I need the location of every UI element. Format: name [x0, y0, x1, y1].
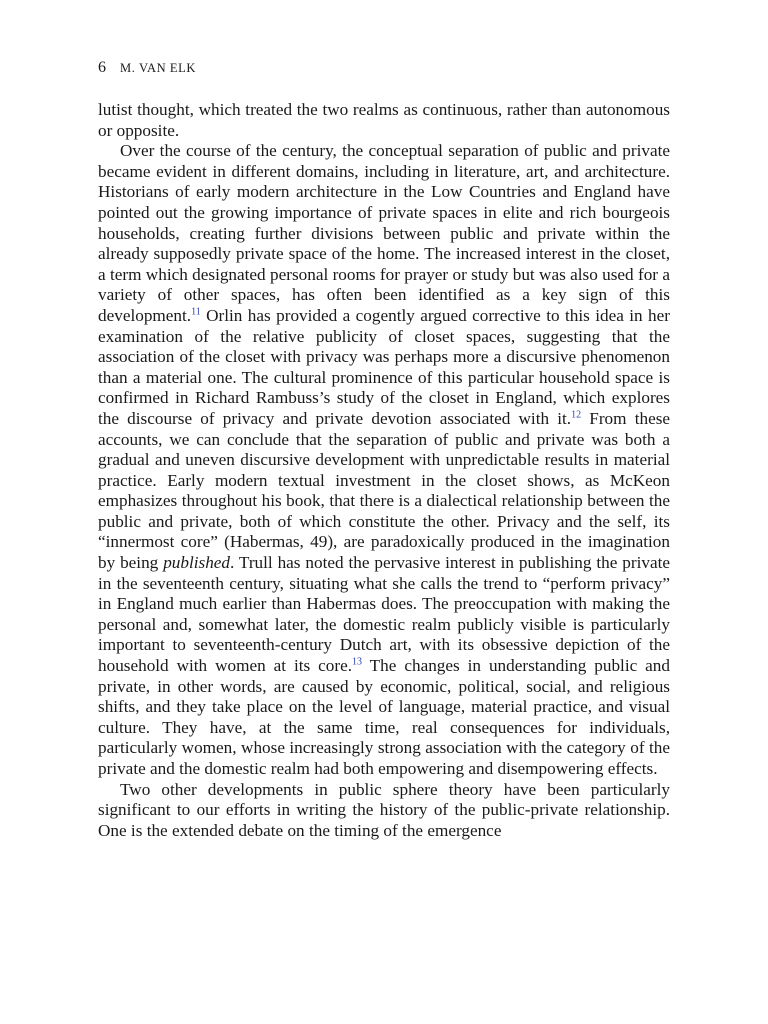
footnote-reference[interactable]: 13	[352, 656, 363, 668]
paragraph-text: Orlin has provided a cogently argued corrective to this idea in her examination of the relative publicity of closet spaces, suggesting that the association of the closet with privacy was perhaps more a discursive phenomenon than a material one. The cultural prominence of this particular household space is confirmed in Richard Rambuss’s study of the closet in England, which explores the discourse of privacy and private devotion associated with it.	[98, 305, 670, 428]
paragraph	[98, 780, 670, 842]
body-text	[98, 100, 670, 841]
paragraph	[98, 100, 670, 141]
paragraph-text: Over the course of the century, the conceptual separation of public and private became evident in different domains, including in literature, art, and architecture. Historians of early modern architecture in the Low Countries and England have pointed out the growing importance of private spaces in elite and rich bourgeois households, creating further divisions between public and private within the already supposedly private space of the home. The increased interest in the closet, a term which designated personal rooms for prayer or study but was also used for a variety of other spaces, has often been identified as a key sign of this development.	[98, 141, 670, 325]
footnote-reference[interactable]: 11	[191, 306, 201, 318]
emphasized-text: published	[163, 553, 231, 573]
running-head-author: M. VAN ELK	[120, 61, 197, 75]
paragraph-text: From these accounts, we can conclude that the separation of public and private was both a gradual and uneven discursive development with unpredictable results in material practice. Early modern textual investment in the closet shows, as McKeon emphasizes throughout his book, that there is a dialectical relationship between the public and private, both of which constitute the other. Privacy and the self, its “innermost core” (Habermas, 49), are paradoxically produced in the imagination by being	[98, 408, 671, 573]
paragraph-text: The changes in understanding public and private, in other words, are caused by economic, political, social, and religious shifts, and they take place on the level of language, material practice, and visual culture. They have, at the same time, real consequences for individuals, particularly women, whose increasingly strong association with the category of the private and the domestic realm had both empowering and disempowering effects.	[98, 656, 670, 778]
paragraph-text: . Trull has noted the pervasive interest in publishing the private in the seventeenth century, situating what she calls the trend to “perform privacy” in England much earlier than Habermas does. The preoccupation with making the personal and, somewhat later, the domestic realm publicly visible is particularly important to seventeenth-century Dutch art, with its obsessive depiction of the household with women at its core.	[98, 553, 671, 676]
footnote-reference[interactable]: 12	[571, 409, 582, 421]
document-page	[98, 58, 670, 841]
page-number: 6	[98, 59, 107, 76]
running-head	[98, 58, 670, 78]
paragraph-text: lutist thought, which treated the two realms as continuous, rather than autonomous or opposite.	[98, 100, 670, 140]
paragraph-text: Two other developments in public sphere theory have been particularly significant to our efforts in writing the history of the public-private relationship. One is the extended debate on the timing of the emergence	[98, 779, 670, 840]
paragraph	[98, 141, 670, 779]
